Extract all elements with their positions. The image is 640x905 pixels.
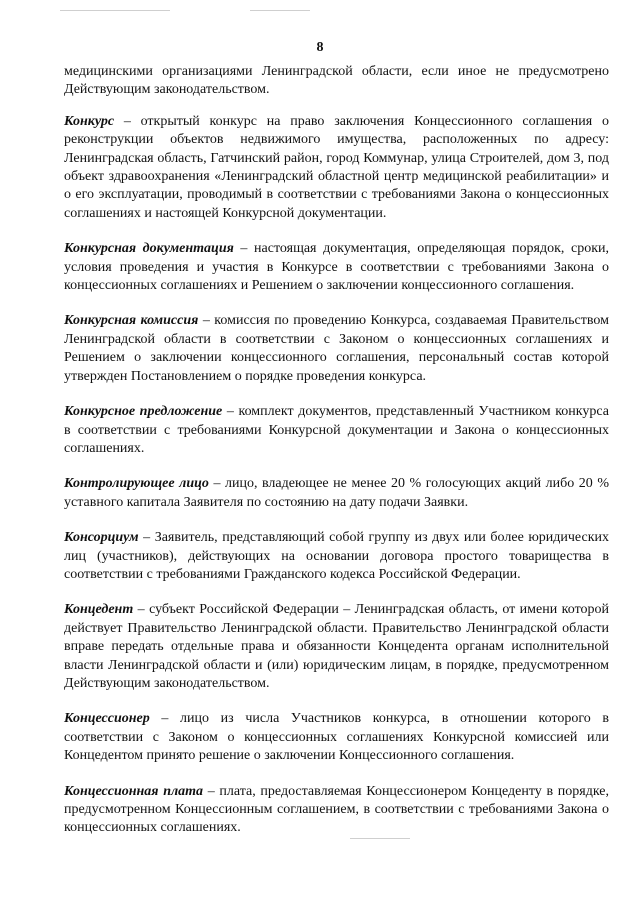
definition-konkursnaya-dokumentatsiya (64, 240, 609, 295)
document-body (64, 63, 609, 855)
definition-text: – плата, предоставляемая Концессионером Концеденту в порядке, предусмотренном Концессионным соглашением, в соответствии с требованиями Закона о концессионных соглашениях. (64, 783, 609, 836)
definition-term: Конкурсная документация (64, 241, 234, 257)
intro-paragraph: медицинскими организациями Ленинградской области, если иное не предусмотрено Действующим законодательством. (64, 64, 609, 98)
definition-text: – комиссия по проведению Конкурса, создаваемая Правительством Ленинградской области в соответствии с Законом о концессионных соглашениях и Решением о заключении концессионного соглашения, персональный состав которой утвержден Постановлением о порядке проведения конкурса. (64, 313, 609, 384)
definition-kontroliruyushchee-litso (64, 475, 609, 512)
definition-text: – субъект Российской Федерации – Ленинградская область, от имени которой действует Правительство Ленинградской области. Правительство Ленинградской области вправе передать отдельные права и обязанности Концедента органам исполнительной власти Ленинградской области и (или) юридическим лицам, в порядке, предусмотренном Действующим законодательством. (64, 602, 609, 691)
definition-konkursnaya-komissiya (64, 312, 609, 386)
definition-term: Консорциум (64, 530, 139, 546)
definition-term: Контролирующее лицо (64, 476, 209, 492)
scan-artifact (60, 10, 170, 11)
definition-text: – настоящая документация, определяющая порядок, сроки, условия проведения и участия в Конкурсе в соответствии с требованиями Закона о концессионных соглашениях и Решением о заключении концессионного соглашения. (64, 241, 609, 294)
definition-term: Конкурсное предложение (64, 404, 223, 420)
definition-term: Концедент (64, 602, 134, 618)
definition-term: Концессионер (64, 711, 150, 727)
definition-konkurs (64, 113, 609, 223)
page-number: 8 (316, 40, 324, 55)
definition-text: – открытый конкурс на право заключения Концессионного соглашения о реконструкции объектов недвижимого имущества, расположенных по адресу: Ленинградская область, Гатчинский район, город Коммунар, улица Строителей, дом 3, под объект здравоохранения «Ленинградский областной центр медицинской реабилитации» и о его эксплуатации, проводимый в соответствии с требованиями Закона о концессионных соглашениях и настоящей Конкурсной документации. (64, 113, 609, 221)
scan-artifact (250, 10, 310, 11)
definition-kontsessionnaya-plata (64, 783, 609, 838)
definition-konkursnoe-predlozhenie (64, 403, 609, 458)
definition-term: Концессионная плата (64, 783, 204, 799)
definition-kontsessioner (64, 710, 609, 765)
definition-kontsedent (64, 601, 609, 693)
scan-artifact (350, 838, 410, 839)
definition-term: Конкурс (64, 113, 115, 129)
definition-text: – лицо из числа Участников конкурса, в отношении которого в соответствии с Законом о концессионных соглашениях Конкурсной комиссией или Концедентом принято решение о заключении Концессионного соглашения. (64, 711, 609, 764)
definition-term: Конкурсная комиссия (64, 313, 199, 329)
definition-text: – Заявитель, представляющий собой группу из двух или более юридических лиц (участников), действующих на основании договора простого товарищества в соответствии с требованиями Гражданского кодекса Российской Федерации. (64, 530, 609, 582)
definition-konsortsium (64, 529, 609, 584)
definition-text: – комплект документов, представленный Участником конкурса в соответствии с требованиями Конкурсной документации и Закона о концессионных соглашениях. (64, 404, 610, 456)
definition-text: – лицо, владеющее не менее 20 % голосующих акций либо 20 % уставного капитала Заявителя по состоянию на дату подачи Заявки. (64, 476, 609, 510)
